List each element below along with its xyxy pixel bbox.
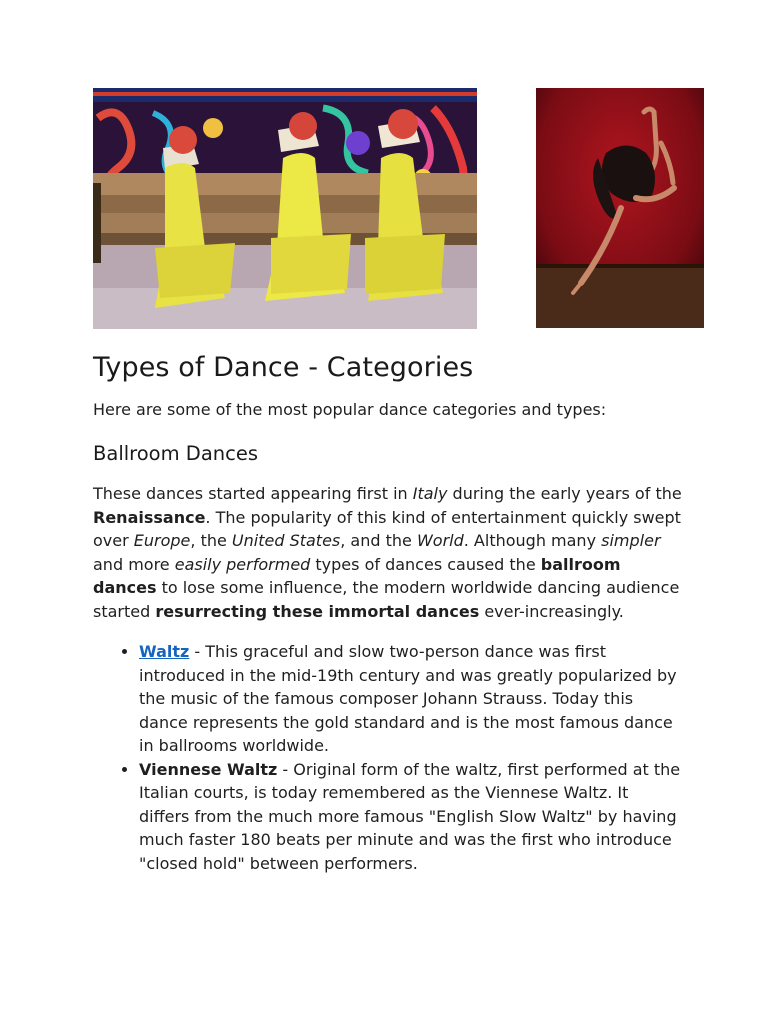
page-title: Types of Dance - Categories xyxy=(93,352,474,383)
emphasis-renaissance: Renaissance xyxy=(93,507,206,527)
item-name: Viennese Waltz xyxy=(139,759,278,779)
intro-text: Here are some of the most popular dance categories and types: xyxy=(93,400,607,419)
list-item: • Viennese Waltz - Original form of the waltz, first performed at the Italian courts, is today remembered as the Viennese Waltz. It differs from the much more famous "English Slow Waltz" by having much faster 180 beats per minute and was the first who introduce "closed hold" between performers. xyxy=(139,758,683,876)
article-content xyxy=(93,348,683,875)
section-paragraph: These dances started appearing first in Italy during the early years of the Renaissance. The popularity of this kind of entertainment quickly swept over Europe, the United States, and the World. Although many simpler and more easily performed types of dances caused the ballroom dances to lose some influence, the modern worldwide dancing audience started resurrecting these immortal dances ever-increasingly. xyxy=(93,484,682,621)
dance-list xyxy=(93,640,683,875)
section-title: Ballroom Dances xyxy=(93,442,259,465)
waltz-link[interactable]: Waltz xyxy=(139,642,190,661)
list-item: • Waltz - This graceful and slow two-person dance was first introduced in the mid-19th century and was greatly popularized by the music of the famous composer Johann Strauss. Today this dance represents the gold standard and is the most famous dance in ballrooms worldwide. xyxy=(139,640,683,758)
emphasis-italy: Italy xyxy=(412,484,448,503)
solo-dancer-photo xyxy=(536,88,704,328)
folk-dancers-photo xyxy=(93,88,477,329)
